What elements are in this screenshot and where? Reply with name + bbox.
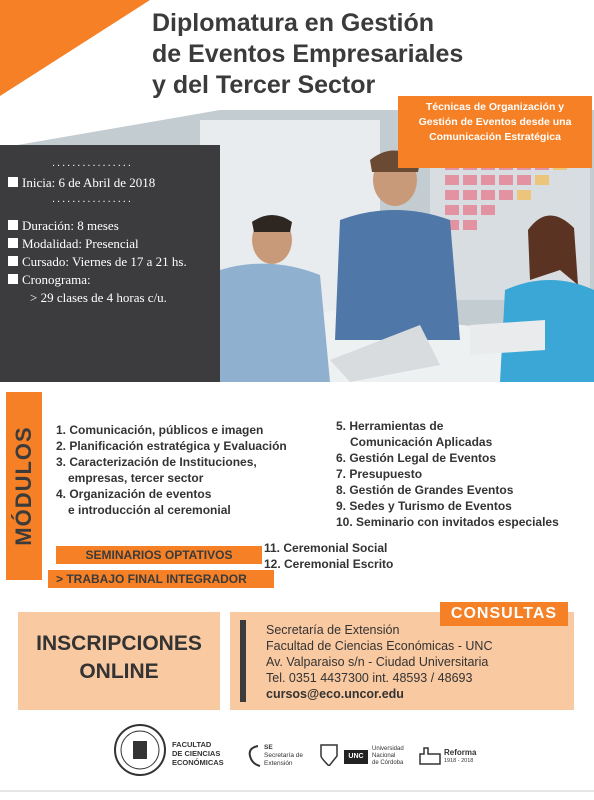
module-item: 2. Planificación estratégica y Evaluación xyxy=(56,439,287,453)
modules-right-list xyxy=(336,418,559,530)
consultas-line: Facultad de Ciencias Económicas - UNC xyxy=(266,639,493,653)
fce-text-3: ECONÓMICAS xyxy=(172,758,224,767)
modules-left-list xyxy=(56,422,287,518)
module-item: 1. Comunicación, públicos e imagen xyxy=(56,423,264,437)
se-text-1: Secretaría de xyxy=(264,752,304,759)
tagline-line-2: Gestión de Eventos desde una xyxy=(418,116,572,128)
fce-logo-text xyxy=(172,740,224,767)
bullet-square-icon xyxy=(8,274,18,284)
title-line-1: Diplomatura en Gestión xyxy=(152,9,434,37)
consultas-tab: CONSULTAS xyxy=(440,602,568,626)
module-item: 11. Ceremonial Social xyxy=(264,541,388,555)
reforma-building-icon xyxy=(418,744,442,766)
tagline-box xyxy=(398,96,592,168)
info-cursado xyxy=(8,253,187,271)
se-text-2: Extensión xyxy=(264,760,293,767)
info-modalidad xyxy=(8,235,139,253)
info-inicio-text: Inicia: 6 de Abril de 2018 xyxy=(22,175,156,190)
trabajo-final-pill: > TRABAJO FINAL INTEGRADOR xyxy=(48,570,274,588)
orange-corner-triangle xyxy=(0,0,150,96)
consultas-phone: Tel. 0351 4437300 int. 48593 / 48693 xyxy=(266,671,473,685)
info-cursado-text: Cursado: Viernes de 17 a 21 hs. xyxy=(22,254,187,269)
bullet-square-icon xyxy=(8,238,18,248)
title-line-3: y del Tercer Sector xyxy=(152,71,376,99)
module-item: 4. Organización de eventos xyxy=(56,487,212,501)
module-item: 9. Sedes y Turismo de Eventos xyxy=(336,499,512,513)
consultas-email-link[interactable]: cursos@eco.uncor.edu xyxy=(266,687,404,701)
unc-mark: UNC xyxy=(344,750,368,764)
unc-text-3: de Córdoba xyxy=(372,760,404,766)
fce-text-1: FACULTAD xyxy=(172,740,212,749)
reforma-years: 1918 - 2018 xyxy=(444,758,474,764)
info-duracion-text: Duración: 8 meses xyxy=(22,218,119,233)
bullet-square-icon xyxy=(8,256,18,266)
module-item: 8. Gestión de Grandes Eventos xyxy=(336,483,514,497)
bullet-square-icon xyxy=(8,177,18,187)
inscripciones-online[interactable] xyxy=(18,630,220,686)
bullet-square-icon xyxy=(8,220,18,230)
info-duracion xyxy=(8,217,119,235)
module-item: Comunicación Aplicadas xyxy=(350,435,493,449)
se-logo-text xyxy=(264,744,303,768)
unc-logo-text xyxy=(372,746,404,767)
page-title xyxy=(152,8,463,101)
consultas-details xyxy=(266,622,492,702)
inscripciones-line-1: INSCRIPCIONES xyxy=(36,632,202,655)
footer-divider xyxy=(0,790,594,792)
module-item: 12. Ceremonial Escrito xyxy=(264,557,394,571)
module-item: 5. Herramientas de xyxy=(336,419,444,433)
info-cronograma xyxy=(8,271,91,289)
consultas-line: Av. Valparaiso s/n - Ciudad Universitaria xyxy=(266,655,489,669)
tagline-line-1: Técnicas de Organización y xyxy=(425,101,565,113)
unc-text-2: Nacional xyxy=(372,753,396,759)
reforma-text: Reforma xyxy=(444,748,477,757)
fce-seal-logo xyxy=(114,724,166,776)
modules-label-text: MÓDULOS xyxy=(11,426,36,546)
info-clases: > 29 clases de 4 horas c/u. xyxy=(30,290,167,305)
reforma-logo-text xyxy=(444,748,476,766)
title-line-2: de Eventos Empresariales xyxy=(152,40,464,68)
dots-divider: ................ xyxy=(52,157,133,169)
module-item: 6. Gestión Legal de Eventos xyxy=(336,451,497,465)
seminarios-optativos-pill: SEMINARIOS OPTATIVOS xyxy=(56,546,262,564)
consultas-bar xyxy=(240,620,246,702)
module-item: empresas, tercer sector xyxy=(68,471,204,485)
inscripciones-line-2: ONLINE xyxy=(79,660,159,683)
unc-text-1: Universidad xyxy=(372,746,404,752)
info-cronograma-text: Cronograma: xyxy=(22,272,91,287)
modules-label xyxy=(6,392,42,580)
unc-shield-icon xyxy=(320,744,338,766)
fce-text-2: DE CIENCIAS xyxy=(172,749,221,758)
panel-cut xyxy=(0,110,220,148)
se-mark: SE xyxy=(264,744,273,751)
module-item: e introducción al ceremonial xyxy=(68,503,231,517)
tagline-line-3: Comunicación Estratégica xyxy=(429,131,561,143)
module-item: 7. Presupuesto xyxy=(336,467,423,481)
dots-divider-2: ................ xyxy=(52,193,133,205)
module-item: 10. Seminario con invitados especiales xyxy=(336,515,559,529)
info-modalidad-text: Modalidad: Presencial xyxy=(22,236,139,251)
module-item: 3. Caracterización de Instituciones, xyxy=(56,455,257,469)
info-panel xyxy=(0,145,220,382)
consultas-line: Secretaría de Extensión xyxy=(266,623,400,637)
se-spiral-icon xyxy=(246,742,262,770)
info-inicio xyxy=(8,174,155,192)
optional-modules-list xyxy=(264,540,393,572)
